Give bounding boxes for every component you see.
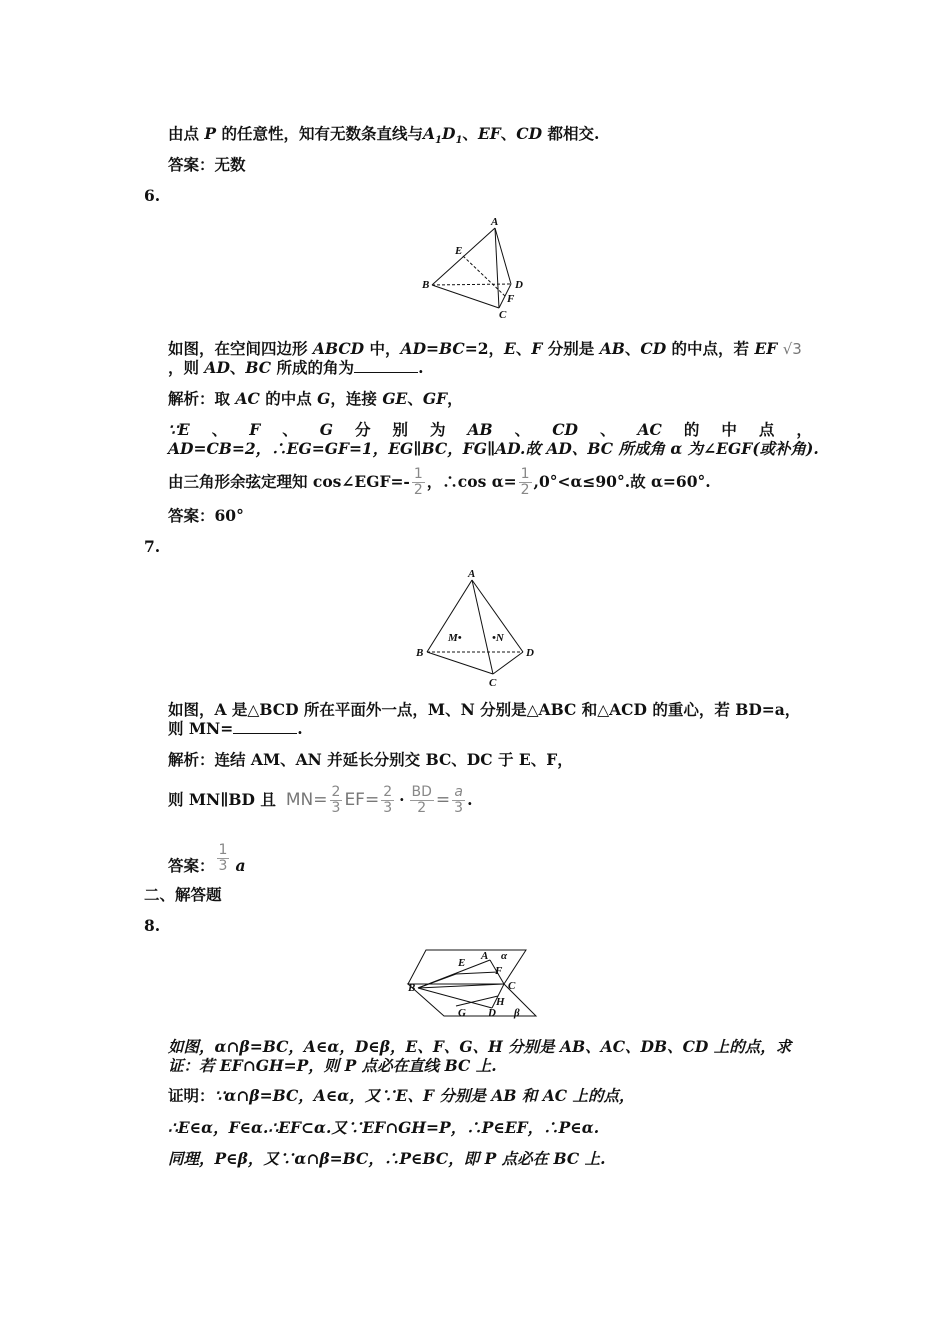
q6-solution-line4: 由三角形余弦定理知 cos∠EGF=- $\frac{1}{2}$ ，∴cos α= $\frac{1}{2}$ ,0°<α≤90°.故 α=60°. <box>168 465 711 498</box>
q8-number: 8. <box>144 916 161 935</box>
fig8-label-alpha: α <box>501 950 508 962</box>
q7-tetrahedron-figure <box>412 566 542 690</box>
q8-question-line1: 如图，α∩β=BC，A∈α，D∈β，E、F、G、H 分别是 AB、AC、DB、CD 上的点，求 <box>168 1037 792 1056</box>
q8-proof-line3: 同理，P∈β，又∵α∩β=BC，∴P∈BC，即 P 点必在 BC 上. <box>168 1149 606 1168</box>
fig6-label-c: C <box>499 309 507 320</box>
fig6-label-a: A <box>491 216 499 228</box>
q6-tetrahedron-figure <box>418 212 534 320</box>
q5-solution-line: 由点 P 的任意性，知有无数条直线与$A_1D_1$、EF、CD 都相交. <box>168 124 600 147</box>
fig8-label-a: A <box>481 950 489 962</box>
fig8-label-b: B <box>408 982 416 994</box>
fig8-label-e: E <box>458 957 466 969</box>
q8-question-line2: 证：若 EF∩GH=P，则 P 点必在直线 BC 上. <box>168 1056 497 1075</box>
fraction-one-half: $\frac{1}{2}$ <box>413 465 423 498</box>
fig6-label-b: B <box>422 279 430 291</box>
fig8-label-d: D <box>488 1007 496 1019</box>
fig8-label-g: G <box>458 1007 466 1019</box>
q7-solution-line2: 则 MN∥BD 且 MN= $\frac{2}{3}$ EF= $\frac{2}{3}$ · $\frac{BD}{2}$ = $\frac{a}{3}$ . <box>168 783 473 816</box>
q6-solution-line1: 解析：取 AC 的中点 G，连接 GE、GF， <box>168 389 463 408</box>
q8-planes-figure <box>404 944 554 1022</box>
answer-blank <box>354 358 418 373</box>
fig7-label-m: M• <box>448 632 462 644</box>
fig7-label-n: •N <box>492 632 504 644</box>
fraction-one-third: $\frac{1}{3}$ <box>218 842 228 874</box>
q6-question-line1: 如图，在空间四边形 ABCD 中，AD=BC=2，E、F 分别是 AB、CD 的中点，若 EF √3 <box>168 339 802 358</box>
q7-number: 7. <box>144 537 161 556</box>
fig6-label-e: E <box>455 245 463 257</box>
fraction-one-half-2: $\frac{1}{2}$ <box>520 465 530 498</box>
fig7-label-b: B <box>416 647 424 659</box>
fig8-label-beta: β <box>514 1007 520 1019</box>
fraction-two-thirds-2: $\frac{2}{3}$ <box>383 783 393 816</box>
q7-question-line2: 则 MN= . <box>168 719 303 738</box>
q6-number: 6. <box>144 186 161 205</box>
fig7-label-a: A <box>468 568 476 580</box>
q7-solution-line1: 解析：连结 AM、AN 并延长分别交 BC、DC 于 E、F， <box>168 750 573 769</box>
fraction-a-over-three: $\frac{a}{3}$ <box>454 783 464 816</box>
q7-question-line1: 如图，A 是△BCD 所在平面外一点，M、N 分别是△ABC 和△ACD 的重心，若 BD=a， <box>168 700 801 719</box>
q6-solution-line3: AD=CB=2，∴EG=GF=1，EG∥BC，FG∥AD.故 AD、BC 所成角 α 为∠EGF(或补角). <box>168 439 819 458</box>
q5-answer: 答案：无数 <box>168 155 246 174</box>
fig8-label-f: F <box>495 965 503 977</box>
fig7-label-d: D <box>526 647 534 659</box>
fig6-label-d: D <box>515 279 523 291</box>
q6-question-line2: ，则 AD、BC 所成的角为 . <box>168 358 424 377</box>
section-heading: 二、解答题 <box>144 885 222 904</box>
q8-proof-line1: 证明：∵α∩β=BC，A∈α，又∵E、F 分别是 AB 和 AC 上的点， <box>168 1086 635 1105</box>
formula-mn: MN= <box>285 790 328 810</box>
q6-solution-line2: ∵E 、 F 、 G 分 别 为 AB 、 CD 、 AC 的 中 点 ， <box>168 420 812 439</box>
fig7-label-c: C <box>489 677 497 689</box>
fig6-label-f: F <box>507 293 515 305</box>
fraction-two-thirds: $\frac{2}{3}$ <box>331 783 341 816</box>
answer-blank <box>233 719 297 734</box>
fig8-label-h: H <box>496 996 505 1008</box>
q8-proof-line2: ∴E∈α，F∈α.∴EF⊂α.又∵EF∩GH=P，∴P∈EF，∴P∈α. <box>168 1118 600 1137</box>
q6-answer: 答案：60° <box>168 506 244 525</box>
q7-answer: 答案： $\frac{1}{3}$ a <box>168 842 246 875</box>
fraction-bd-over-two: $\frac{BD}{2}$ <box>411 783 432 816</box>
fig8-label-c: C <box>508 980 516 992</box>
